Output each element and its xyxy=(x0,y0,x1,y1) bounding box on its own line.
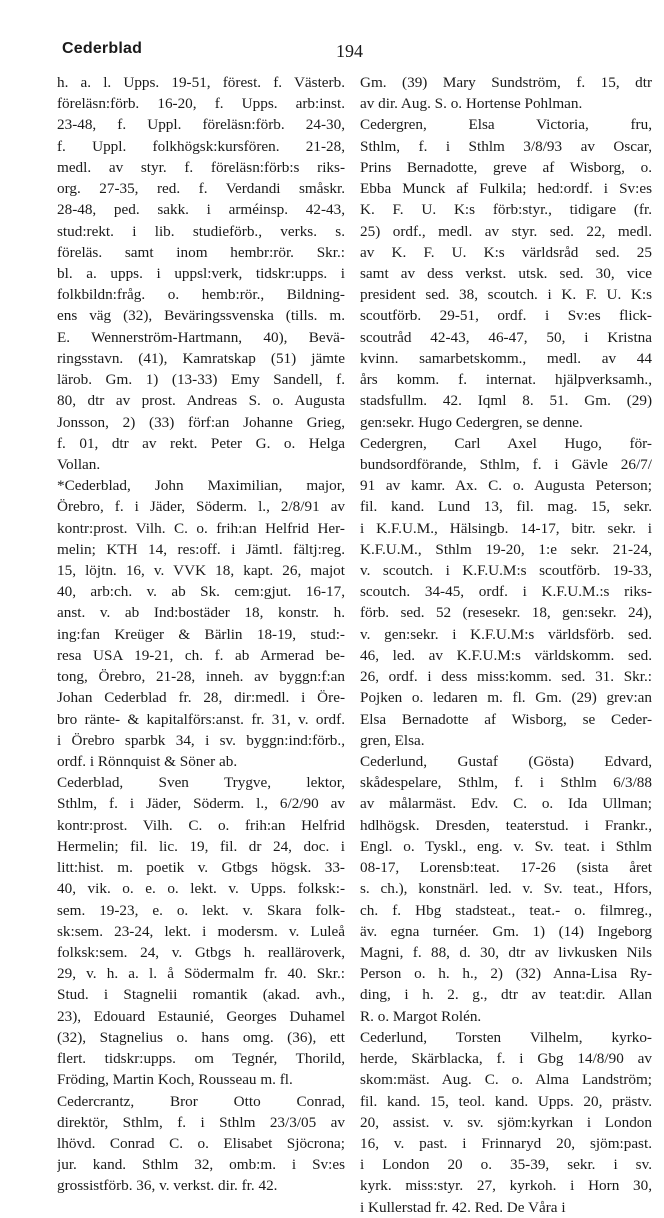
text-line: 29, v. h. a. l. å Södermalm fr. 40. Skr.: xyxy=(57,965,345,983)
text-line: K. F. U. K:s förb:styr., tidigare (fr. xyxy=(360,201,652,219)
page-number: 194 xyxy=(336,41,363,61)
text-line: i Örebro sparbk 34, i sv. byggn:ind:förb., xyxy=(57,731,345,749)
text-line: ringsstavn. (41), Kamratskap (51) jämte xyxy=(57,349,345,367)
text-line: folksk:sem. 24, v. Gtbgs h. realläroverk, xyxy=(57,943,345,961)
text-line: av målarmäst. Edv. C. o. Ida Ullman; xyxy=(360,795,652,813)
text-line: kontr:prost. Vilh. C. o. frih:an Helfrid xyxy=(57,816,345,834)
text-line: lhövd. Conrad C. o. Elisabet Sjöcrona; xyxy=(57,1134,345,1152)
text-line: kyrk. miss:styr. 27, kyrkoh. i Horn 30, xyxy=(360,1177,652,1195)
text-line: Hermelin; fil. lic. 19, fil. dr 24, doc. i xyxy=(57,837,345,855)
text-line: 91 av kamr. Ax. C. o. Augusta Peterson; xyxy=(360,477,652,495)
text-line: Jonsson, 2) (33) förf:an Johanne Grieg, xyxy=(57,413,345,431)
text-line: Sthlm, f. i Sthlm 3/8/93 av Oscar, xyxy=(360,137,652,155)
text-line: 15, löjtn. 16, v. VVK 18, kapt. 26, majot xyxy=(57,562,345,580)
text-line: jur. kand. Sthlm 32, omb:m. i Sv:es xyxy=(57,1156,345,1174)
text-line: Person o. h. h., 2) (32) Anna-Lisa Ry- xyxy=(360,965,652,983)
text-line: v. scoutch. i K.F.U.M:s scoutförb. 19-33, xyxy=(360,562,652,580)
text-line: medl. av styr. f. föreläsn:förb:s riks- xyxy=(57,158,345,176)
text-line: anst. v. ab Ind:bostäder 18, konstr. h. xyxy=(57,604,345,622)
text-line: grossistförb. 36, v. verkst. dir. fr. 42. xyxy=(57,1177,278,1195)
text-line: ordf. i Rönnquist & Söner ab. xyxy=(57,753,238,770)
text-line: 46, led. av K.F.U.M:s världskomm. sed. xyxy=(360,646,652,664)
text-line: Örebro, f. i Jäder, Söderm. l., 2/8/91 av xyxy=(57,498,345,516)
text-line: föreläs. samt inom hembr:rör. Skr.: xyxy=(57,243,345,261)
text-line: 26, ordf. i dess miss:komm. sed. 31. Skr.: xyxy=(360,668,652,686)
text-line: litt:hist. m. poetik v. Gtbgs högsk. 33- xyxy=(57,859,345,877)
text-line: 28-48, ped. sakk. i arméinsp. 42-43, xyxy=(57,201,345,219)
text-line: föreläsn:förb. 16-20, f. Upps. arb:inst. xyxy=(57,95,345,113)
text-line: skådespelare, Sthlm, f. i Sthlm 6/3/88 xyxy=(360,774,652,792)
text-line: scoutförb. 29-51, ordf. i Sv:es flick- xyxy=(360,307,652,325)
text-line: scoutch. 34-45, ordf. i K.F.U.M.:s riks- xyxy=(360,583,652,601)
text-line: E. Wennerström-Hartmann, 40), Bevä- xyxy=(57,328,345,346)
text-line: Fröding, Martin Koch, Rousseau m. fl. xyxy=(57,1071,293,1089)
text-line: 80, dtr av prost. Andreas S. o. Augusta xyxy=(57,392,345,410)
text-line: hdlhögsk. Dresden, teaterstud. i Frankr., xyxy=(360,816,652,834)
text-line: scoutråd 42-43, 46-47, 50, i Kristna xyxy=(360,328,652,346)
text-line: direktör, Sthlm, f. i Sthlm 23/3/05 av xyxy=(57,1113,345,1131)
text-line: lärob. Gm. 1) (13-33) Emy Sandell, f. xyxy=(57,371,345,389)
text-line: bro ränte- & kapitalförs:anst. fr. 31, v. ordf. xyxy=(57,710,345,728)
text-line: stud:rekt. i lib. studieförb., verks. s. xyxy=(57,222,345,240)
text-line: bl. a. upps. i uppsl:verk, tidskr:upps. i xyxy=(57,264,345,282)
text-line: samt av dess verkst. utsk. sed. 30, vice xyxy=(360,264,652,282)
text-line: 08-17, Lorensb:teat. 17-26 (sista året xyxy=(360,859,652,877)
text-line: tong, Örebro, 21-28, inneh. av byggn:f:an xyxy=(57,668,345,686)
text-line: flert. tidskr:upps. om Tegnér, Thorild, xyxy=(57,1050,345,1068)
text-line: folkbildn:fråg. o. hemb:rör., Bildning- xyxy=(57,286,345,304)
text-line: gen:sekr. Hugo Cedergren, se denne. xyxy=(360,413,583,431)
text-line: skom:mäst. Aug. C. o. Alma Landström; xyxy=(360,1071,652,1089)
text-line: Ebba Munck af Fulkila; hed:ordf. i Sv:es xyxy=(360,180,652,198)
text-line: ch. f. Hbg stadsteat., teat.- o. filmreg., xyxy=(360,901,652,919)
text-line: Cederlund, Torsten Vilhelm, kyrko- xyxy=(360,1028,652,1046)
text-line: Cedergren, Elsa Victoria, fru, xyxy=(360,116,652,134)
text-line: Cederblad, Sven Trygve, lektor, xyxy=(57,774,345,792)
text-line: i London 20 o. 35-39, sekr. i sv. xyxy=(360,1156,652,1174)
text-line: s. ch.), konstnärl. led. v. Sv. teat., Hfors, xyxy=(360,880,652,898)
text-line: i Kullerstad fr. 42. Red. De Våra i xyxy=(360,1198,566,1216)
text-line: ding, i h. 2. g., dtr av teat:dir. Allan xyxy=(360,986,652,1004)
text-line: (32), Stagnelius o. hans omg. (36), ett xyxy=(57,1028,345,1046)
text-line: 25) ordf., medl. av styr. sed. 22, medl. xyxy=(360,222,652,240)
text-line: 20, assist. v. sv. sjöm:kyrkan i London xyxy=(360,1113,652,1131)
text-line: Prins Bernadotte, greve af Wisborg, o. xyxy=(360,158,652,176)
left-column xyxy=(57,72,345,1197)
text-line: org. 27-35, red. f. Verdandi småskr. xyxy=(57,180,345,198)
text-line: Cedercrantz, Bror Otto Conrad, xyxy=(57,1092,345,1110)
text-line: resa USA 19-21, ch. f. ab Armerad be- xyxy=(57,646,345,664)
text-line: ens väg (32), Beväringssvenska (tills. m. xyxy=(57,307,345,325)
text-line: f. Uppl. folkhögsk:kursfören. 21-28, xyxy=(57,137,345,155)
text-line: sem. 19-23, e. o. lekt. v. Skara folk- xyxy=(57,901,345,919)
text-line: äv. egna turnéer. Gm. 1) (14) Ingeborg xyxy=(360,922,652,940)
text-line: gren, Elsa. xyxy=(360,731,425,749)
text-line: *Cederblad, John Maximilian, major, xyxy=(57,477,345,495)
text-line: förb. sed. 52 (resesekr. 18, gen:sekr. 24), xyxy=(360,604,652,622)
text-line: års komm. f. internat. hjälpverksamh., xyxy=(360,371,652,389)
text-line: i K.F.U.M., Hälsingb. 14-17, bitr. sekr. i xyxy=(360,519,652,537)
text-line: Cedergren, Carl Axel Hugo, för- xyxy=(360,434,652,452)
text-line: Gm. (39) Mary Sundström, f. 15, dtr xyxy=(360,74,652,91)
text-line: melin; KTH 14, res:off. i Jämtl. fältj:reg. xyxy=(57,540,345,558)
text-line: Vollan. xyxy=(57,455,101,473)
text-line: 40, vik. o. e. o. lekt. v. Upps. folksk:- xyxy=(57,880,345,898)
text-line: sk:sem. 23-24, lekt. i modersm. v. Luleå xyxy=(57,922,345,940)
text-line: h. a. l. Upps. 19-51, förest. f. Västerb. xyxy=(57,74,345,91)
text-line: K.F.U.M., Sthlm 19-20, 1:e sekr. 21-24, xyxy=(360,540,652,558)
text-line: Pojken o. ledaren m. fl. Gm. (29) grev:an xyxy=(360,689,652,707)
text-line: v. gen:sekr. i K.F.U.M:s världsförb. sed. xyxy=(360,625,652,643)
text-line: 16, v. past. i Frinnaryd 20, sjöm:past. xyxy=(360,1134,652,1152)
text-line: R. o. Margot Rolén. xyxy=(360,1007,482,1025)
text-line: herde, Skärblacka, f. i Gbg 14/8/90 av xyxy=(360,1050,652,1068)
text-line: fil. kand. Lund 13, fil. mag. 15, sekr. xyxy=(360,498,652,516)
text-line: ing:fan Kreüger & Bärlin 18-19, stud:- xyxy=(57,625,345,643)
text-line: Elsa Bernadotte af Wisborg, se Ceder- xyxy=(360,710,652,728)
text-line: Engl. o. Tyskl., eng. v. Sv. teat. i Sthlm xyxy=(360,837,652,855)
text-line: Cederlund, Gustaf (Gösta) Edvard, xyxy=(360,753,652,770)
text-line: Johan Cederblad fr. 28, dir:medl. i Öre- xyxy=(57,689,345,707)
text-line: av K. F. U. K:s världsråd sed. 25 xyxy=(360,243,652,261)
text-line: Sthlm, f. i Jäder, Söderm. l., 6/2/90 av xyxy=(57,795,345,813)
text-line: Magni, f. 88, d. 30, dtr av livkusken Nils xyxy=(360,943,652,961)
text-line: 23-48, f. Uppl. föreläsn:förb. 24-30, xyxy=(57,116,345,134)
text-line: president sed. 38, scoutch. i K. F. U. K:s xyxy=(360,286,652,304)
text-line: bundsordförande, Sthlm, f. i Gävle 26/7/ xyxy=(360,455,652,473)
text-line: kontr:prost. Vilh. C. o. frih:an Helfrid Her- xyxy=(57,519,345,537)
text-line: f. 01, dtr av rekt. Peter G. o. Helga xyxy=(57,434,345,452)
right-column xyxy=(360,72,652,1218)
text-line: kvinn. samarbetskomm., medl. av 44 xyxy=(360,349,652,367)
text-line: Stud. i Stagnelii romantik (akad. avh., xyxy=(57,986,345,1004)
text-line: av dir. Aug. S. o. Hortense Pohlman. xyxy=(360,95,583,113)
text-line: 23), Edouard Estaunié, Georges Duhamel xyxy=(57,1007,345,1025)
running-head: Cederblad xyxy=(62,40,143,57)
text-line: stadsfullm. 42. Iqml 8. 51. Gm. (29) xyxy=(360,392,652,410)
text-line: fil. kand. 15, teol. kand. Upps. 20, prästv. xyxy=(360,1092,652,1110)
text-line: 40, arb:ch. v. ab Sk. cem:gjut. 16-17, xyxy=(57,583,345,601)
